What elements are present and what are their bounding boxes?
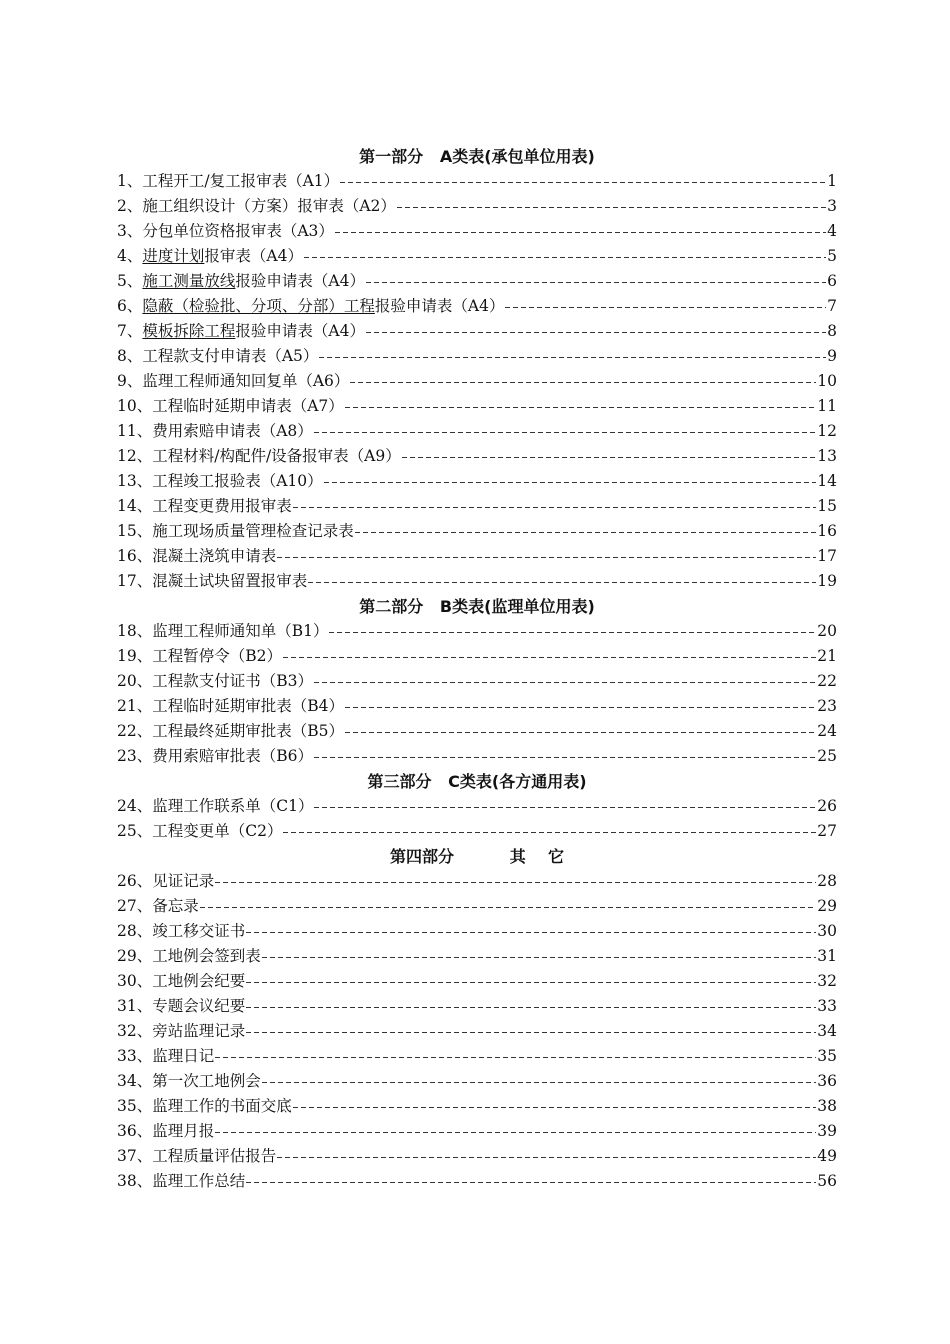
toc-entry-title xyxy=(117,194,396,219)
toc-entry-title xyxy=(117,1144,276,1169)
underlined-text: 施工测量放线 xyxy=(142,272,236,290)
dotted-leader xyxy=(314,682,816,683)
toc-entry[interactable] xyxy=(117,319,837,344)
toc-entry[interactable] xyxy=(117,294,837,319)
title-text: 10、工程临时延期申请表（A7） xyxy=(117,397,344,415)
page-number: 21 xyxy=(817,647,837,665)
dotted-leader xyxy=(262,957,817,958)
title-text: 报审表（A4） xyxy=(204,247,303,265)
toc-entry-title xyxy=(117,419,313,444)
title-text: 12、工程材料/构配件/设备报审表（A9） xyxy=(117,447,401,465)
section-heading: 第三部分 C类表(各方通用表) xyxy=(367,772,587,791)
toc-entry-title xyxy=(117,1044,214,1069)
toc-entry-title xyxy=(117,369,349,394)
title-text: 33、监理日记 xyxy=(117,1047,215,1065)
dotted-leader xyxy=(397,207,826,208)
toc-entry-title xyxy=(117,794,313,819)
toc-entry[interactable] xyxy=(117,919,837,944)
dotted-leader xyxy=(304,257,826,258)
dotted-leader xyxy=(345,407,816,408)
toc-entry-title xyxy=(117,719,344,744)
toc-entry-title xyxy=(117,1069,261,1094)
dotted-leader xyxy=(402,457,817,458)
dotted-leader xyxy=(293,1107,817,1108)
toc-entry[interactable] xyxy=(117,1019,837,1044)
page-number: 20 xyxy=(817,622,837,640)
dotted-leader xyxy=(355,532,817,533)
title-text: 15、施工现场质量管理检查记录表 xyxy=(117,522,354,540)
toc-entry[interactable] xyxy=(117,619,837,644)
page-number: 14 xyxy=(817,472,837,490)
underlined-text: 模板拆除工程 xyxy=(142,322,236,340)
title-text: 报验申请表（A4） xyxy=(374,297,505,315)
toc-entry-title xyxy=(117,744,313,769)
toc-entry-title xyxy=(117,694,344,719)
dotted-leader xyxy=(366,332,826,333)
toc-entry[interactable] xyxy=(117,419,837,444)
title-text: 18、监理工程师通知单（B1） xyxy=(117,622,329,640)
dotted-leader xyxy=(246,1182,816,1183)
title-text: 27、备忘录 xyxy=(117,897,199,915)
toc-entry[interactable] xyxy=(117,894,837,919)
section-heading: 第二部分 B类表(监理单位用表) xyxy=(359,597,595,616)
toc-entry-title xyxy=(117,569,307,594)
toc-entry[interactable] xyxy=(117,1119,837,1144)
dotted-leader xyxy=(366,282,826,283)
toc-entry-title xyxy=(117,869,214,894)
toc-entry[interactable] xyxy=(117,444,837,469)
title-text: 30、工地例会纪要 xyxy=(117,972,246,990)
title-text: 21、工程临时延期审批表（B4） xyxy=(117,697,344,715)
page-number: 33 xyxy=(817,997,837,1015)
title-text: 16、混凝土浇筑申请表 xyxy=(117,547,277,565)
toc-entry[interactable] xyxy=(117,794,837,819)
title-text: 34、第一次工地例会 xyxy=(117,1072,261,1090)
title-text: 24、监理工作联系单（C1） xyxy=(117,797,314,815)
underlined-text: 进度计划 xyxy=(142,247,205,265)
toc-entry-title xyxy=(117,169,339,194)
page-number: 38 xyxy=(817,1097,837,1115)
underlined-text: 隐蔽（检验批、分项、分部）工程 xyxy=(142,297,375,315)
title-text: 29、工地例会签到表 xyxy=(117,947,261,965)
toc-entry-title xyxy=(117,1094,292,1119)
page-number: 11 xyxy=(817,397,837,415)
dotted-leader xyxy=(505,307,826,308)
toc-entry-title xyxy=(117,519,354,544)
toc-entry-title xyxy=(117,669,313,694)
toc-entry-title xyxy=(117,1119,214,1144)
page-number: 7 xyxy=(827,297,837,315)
toc-entry-title xyxy=(117,994,245,1019)
page-number: 22 xyxy=(817,672,837,690)
toc-entry[interactable] xyxy=(117,1044,837,1069)
page-number: 12 xyxy=(817,422,837,440)
dotted-leader xyxy=(215,882,816,883)
toc-entry[interactable] xyxy=(117,519,837,544)
title-text: 9、监理工程师通知回复单（A6） xyxy=(117,372,350,390)
toc-entry[interactable] xyxy=(117,969,837,994)
dotted-leader xyxy=(314,807,816,808)
section-heading: 第四部分 其 它 xyxy=(390,847,564,866)
page-number: 10 xyxy=(817,372,837,390)
page-number: 30 xyxy=(817,922,837,940)
toc-entry[interactable] xyxy=(117,219,837,244)
toc-entry-title xyxy=(117,619,328,644)
dotted-leader xyxy=(314,757,816,758)
title-text: 报验申请表（A4） xyxy=(235,272,365,290)
title-text: 36、监理月报 xyxy=(117,1122,215,1140)
toc-entry[interactable] xyxy=(117,819,837,844)
title-text: 1、工程开工/复工报审表（A1） xyxy=(117,172,340,190)
page-number: 23 xyxy=(817,697,837,715)
dotted-leader xyxy=(277,1157,816,1158)
toc-entry-title xyxy=(117,544,276,569)
dotted-leader xyxy=(215,1057,816,1058)
toc-entry-title xyxy=(117,444,401,469)
dotted-leader xyxy=(308,582,816,583)
toc-entry-title xyxy=(117,919,245,944)
dotted-leader xyxy=(345,732,816,733)
dotted-leader xyxy=(246,982,816,983)
dotted-leader xyxy=(314,432,816,433)
dotted-leader xyxy=(277,557,816,558)
title-text: 26、见证记录 xyxy=(117,872,215,890)
dotted-leader xyxy=(246,1032,816,1033)
dotted-leader xyxy=(324,482,817,483)
toc-entry-title xyxy=(117,244,303,269)
title-text: 17、混凝土试块留置报审表 xyxy=(117,572,308,590)
dotted-leader xyxy=(200,907,817,908)
toc-entry[interactable] xyxy=(117,544,837,569)
dotted-leader xyxy=(340,182,826,183)
dotted-leader xyxy=(215,1132,816,1133)
toc-entry[interactable] xyxy=(117,494,837,519)
title-text: 6、 xyxy=(117,297,143,315)
title-text: 14、工程变更费用报审表 xyxy=(117,497,292,515)
toc-entry-title xyxy=(117,319,365,344)
page-number: 13 xyxy=(817,447,837,465)
page-number: 15 xyxy=(817,497,837,515)
toc-entry-title xyxy=(117,819,282,844)
toc-entry-title xyxy=(117,469,323,494)
title-text: 4、 xyxy=(117,247,143,265)
toc-entry[interactable] xyxy=(117,994,837,1019)
page-number: 39 xyxy=(817,1122,837,1140)
title-text: 31、专题会议纪要 xyxy=(117,997,246,1015)
toc-entry[interactable] xyxy=(117,194,837,219)
page-number: 9 xyxy=(827,347,837,365)
dotted-leader xyxy=(262,1082,817,1083)
toc-entry-title xyxy=(117,1019,245,1044)
page-number: 5 xyxy=(827,247,837,265)
title-text: 32、旁站监理记录 xyxy=(117,1022,246,1040)
dotted-leader xyxy=(345,707,816,708)
toc-entry[interactable] xyxy=(117,269,837,294)
title-text: 19、工程暂停令（B2） xyxy=(117,647,282,665)
title-text: 20、工程款支付证书（B3） xyxy=(117,672,313,690)
toc-entry[interactable] xyxy=(117,744,837,769)
title-text: 37、工程质量评估报告 xyxy=(117,1147,277,1165)
toc-entry[interactable] xyxy=(117,344,837,369)
title-text: 22、工程最终延期审批表（B5） xyxy=(117,722,344,740)
page-number: 19 xyxy=(817,572,837,590)
page-number: 24 xyxy=(817,722,837,740)
page-number: 27 xyxy=(817,822,837,840)
toc-entry[interactable] xyxy=(117,1094,837,1119)
title-text: 35、监理工作的书面交底 xyxy=(117,1097,292,1115)
title-text: 25、工程变更单（C2） xyxy=(117,822,283,840)
toc-entry[interactable] xyxy=(117,1144,837,1169)
title-text: 报验申请表（A4） xyxy=(235,322,365,340)
title-text: 5、 xyxy=(117,272,143,290)
dotted-leader xyxy=(335,232,826,233)
toc-entry-title xyxy=(117,269,365,294)
toc-entry[interactable] xyxy=(117,244,837,269)
dotted-leader xyxy=(246,1007,816,1008)
dotted-leader xyxy=(350,382,816,383)
toc-entry-title xyxy=(117,969,245,994)
page-number: 35 xyxy=(817,1047,837,1065)
toc-entry[interactable] xyxy=(117,169,837,194)
toc-entry[interactable] xyxy=(117,569,837,594)
section-heading: 第一部分 A类表(承包单位用表) xyxy=(359,147,595,166)
toc-entry[interactable] xyxy=(117,944,837,969)
dotted-leader xyxy=(319,357,826,358)
toc-entry-title xyxy=(117,294,504,319)
title-text: 8、工程款支付申请表（A5） xyxy=(117,347,319,365)
dotted-leader xyxy=(283,657,816,658)
toc-entry[interactable] xyxy=(117,1169,837,1194)
toc-entry[interactable] xyxy=(117,369,837,394)
toc-entry-title xyxy=(117,219,334,244)
page-number: 34 xyxy=(817,1022,837,1040)
toc-entry[interactable] xyxy=(117,694,837,719)
toc-entry[interactable] xyxy=(117,1069,837,1094)
dotted-leader xyxy=(246,932,816,933)
page-number: 29 xyxy=(817,897,837,915)
page-number: 16 xyxy=(817,522,837,540)
title-text: 38、监理工作总结 xyxy=(117,1172,246,1190)
page-number: 31 xyxy=(817,947,837,965)
page-number: 8 xyxy=(827,322,837,340)
page-number: 49 xyxy=(817,1147,837,1165)
page-number: 17 xyxy=(817,547,837,565)
page-number: 1 xyxy=(827,172,837,190)
page-number: 4 xyxy=(827,222,837,240)
toc-entry[interactable] xyxy=(117,469,837,494)
toc-entry-title xyxy=(117,494,292,519)
title-text: 11、费用索赔申请表（A8） xyxy=(117,422,313,440)
table-of-contents xyxy=(117,144,837,1194)
title-text: 13、工程竣工报验表（A10） xyxy=(117,472,323,490)
title-text: 7、 xyxy=(117,322,143,340)
title-text: 23、费用索赔审批表（B6） xyxy=(117,747,313,765)
toc-entry[interactable] xyxy=(117,719,837,744)
dotted-leader xyxy=(293,507,817,508)
page-number: 32 xyxy=(817,972,837,990)
page-number: 26 xyxy=(817,797,837,815)
dotted-leader xyxy=(283,832,816,833)
page-number: 28 xyxy=(817,872,837,890)
title-text: 28、竣工移交证书 xyxy=(117,922,246,940)
toc-entry-title xyxy=(117,1169,245,1194)
toc-entry[interactable] xyxy=(117,394,837,419)
toc-entry-title xyxy=(117,644,282,669)
title-text: 2、施工组织设计（方案）报审表（A2） xyxy=(117,197,396,215)
page-number: 25 xyxy=(817,747,837,765)
toc-entry-title xyxy=(117,394,344,419)
toc-entry-title xyxy=(117,344,318,369)
toc-entry-title xyxy=(117,944,261,969)
dotted-leader xyxy=(329,632,816,633)
page-number: 56 xyxy=(817,1172,837,1190)
toc-entry[interactable] xyxy=(117,669,837,694)
toc-entry-title xyxy=(117,894,199,919)
toc-entry[interactable] xyxy=(117,644,837,669)
page-number: 6 xyxy=(827,272,837,290)
toc-entry[interactable] xyxy=(117,869,837,894)
page-number: 3 xyxy=(827,197,837,215)
page-number: 36 xyxy=(817,1072,837,1090)
title-text: 3、分包单位资格报审表（A3） xyxy=(117,222,334,240)
